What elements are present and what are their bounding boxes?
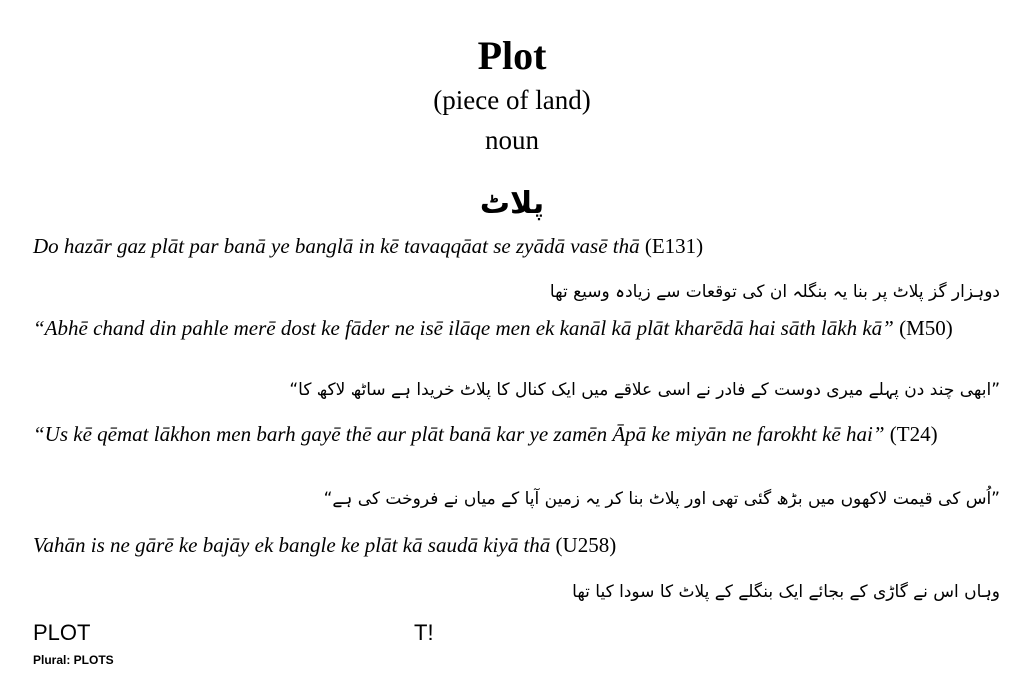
example-3-urdu: ”اُس کی قیمت لاکھوں میں بڑھ گئی تھی اور پلاٹ بنا کر یہ زمین آپا کے میاں نے فروخت کی ہے“ xyxy=(323,489,1000,509)
part-of-speech: noun xyxy=(485,125,539,155)
example-3-english xyxy=(33,421,1001,448)
example-4-english xyxy=(33,532,1001,559)
entry-gloss: (piece of land) xyxy=(433,85,591,115)
example-4-urdu: وہاں اس نے گاڑی کے بجائے ایک بنگلے کے پلاٹ کا سودا کیا تھا xyxy=(572,582,1000,602)
urdu-headword: پلاٹ xyxy=(479,186,545,221)
example-1-urdu: دوہزار گز پلاٹ پر بنا یہ بنگلہ ان کی توقعات سے زیادہ وسیع تھا xyxy=(549,282,1000,302)
example-1-source: (E131) xyxy=(644,234,704,258)
example-1-english xyxy=(33,233,1001,260)
example-2-source: (M50) xyxy=(899,316,953,340)
example-3-text: “Us kē qēmat lākhon men barh gayē thē aur plāt banā kar ye zamēn Āpā ke miyān ne farokht kē hai” xyxy=(33,422,885,446)
plural-label: Plural: PLOTS xyxy=(33,653,114,667)
word-label: PLOT xyxy=(33,620,91,645)
example-2-text: “Abhē chand din pahle merē dost ke fāder ne isē ilāqe men ek kanāl kā plāt kharēdā hai sāth lākh kā” xyxy=(33,316,894,340)
example-2-urdu: ”ابھی چند دن پہلے میری دوست کے فادر نے اسی علاقے میں ایک کنال کا پلاٹ خریدا ہے ساٹھ لاکھ کا“ xyxy=(289,380,1000,400)
mark-label: T! xyxy=(414,620,434,645)
example-4-source: (U258) xyxy=(555,533,617,557)
entry-title: Plot xyxy=(477,33,547,78)
example-2-english xyxy=(33,315,1001,342)
example-1-text: Do hazār gaz plāt par banā ye banglā in kē tavaqqāat se zyādā vasē thā xyxy=(33,234,640,258)
example-4-text: Vahān is ne gārē ke bajāy ek bangle ke plāt kā saudā kiyā thā xyxy=(33,533,551,557)
example-3-source: (T24) xyxy=(889,422,938,446)
